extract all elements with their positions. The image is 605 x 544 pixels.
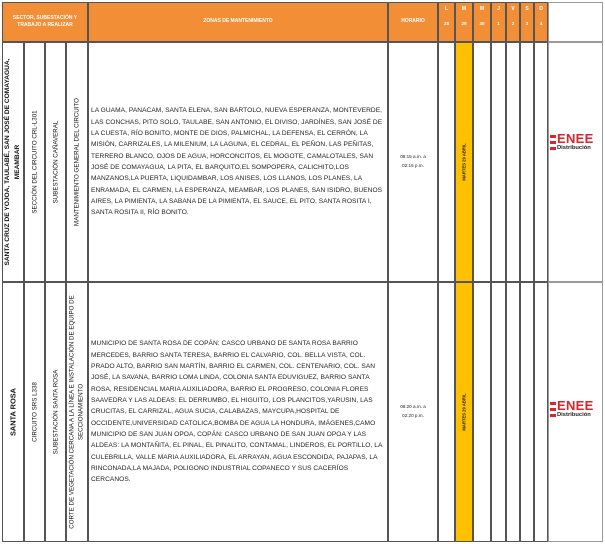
enee-logo-word: ENEE — [557, 398, 594, 413]
row2-trabajo-cell — [66, 282, 88, 542]
day-letter: J — [497, 6, 500, 12]
row2-day-tue-highlight — [455, 282, 473, 542]
day-number: 30 — [479, 21, 485, 27]
row2-day-fri — [506, 282, 520, 542]
enee-logo-sub: Distribución — [557, 412, 591, 418]
row1-sector: SANTA CRUZ DE YOJOA, TAULABÉ, SAN JOSÉ DE COMAYAGUA, MEAMBAR — [4, 58, 21, 266]
header-sector-label: SECTOR, SUBESTACIÓN Y TRABAJO A REALIZAR — [12, 14, 78, 28]
row2-day-thu — [491, 282, 506, 542]
row2-zonas-cell — [88, 282, 388, 542]
row1-day-wed — [473, 42, 491, 282]
day-letter: S — [525, 6, 529, 12]
row2-logo-cell — [548, 282, 603, 542]
row1-subestacion: SUBESTACIÓN CAÑAVERAL — [52, 120, 59, 204]
row1-circuito: SECCIÓN DEL CIRCUITO CRL-L301 — [31, 110, 38, 214]
row1-trabajo-cell — [66, 42, 88, 282]
row1-horario-cell — [388, 42, 438, 282]
row1-zonas-text: LA GUAMA, PANACAM, SANTA ELENA, SAN BARTOLO, NUEVA ESPERANZA, MONTEVERDE, LAS CONCHAS, PITO SOLO, TAULABE, SAN ANTONIO, EL DIVISO, JARDÍNES, SAN JOSÉ DE LA CUESTA, RÍO BONITO, MONTE DE DIOS, PALMICHAL, LA DEFENSA, EL CERRÓN, LA MISIÓN, CARRIZALES, LA MILENIUM, LA LAGUNA, EL CEDRAL, EL PEÑON, LAS PEÑITAS, TERRERO BLANCO, OJOS DE AGUA, HORCONCITOS, EL MOGOTE, CAMALOTALES, SAN JOSÉ DE COMAYAGUA, LA PITA, EL BARQUITO,EL SOMPOPERA, CALICHITO,LOS MANZANOS,LA PUERTA, LIQUIDAMBAR, LOS ANISES, LOS LLANOS, LOS PLANES, LA ENRAMADA, EL CARMEN, LA ESPERANZA, MEAMBAR, LOS PLANES, SAN ISIDRO, BUENOS AIRES, LA PIMIENTA, LA SABANA DE LA PIMIENTA, EL SAUCE, EL PITO, SANTA ROSITA I, SANTA ROSITA II, RÍO BONITO. — [91, 107, 383, 217]
header-horario-label: HORARIO — [401, 18, 425, 25]
row1-dia: MARTES 29 ABRIL — [461, 143, 467, 181]
row2-horario: 08:20 a.m. a 02:20 p.m. — [400, 404, 426, 418]
row1-horario: 08:15 a.m. a 02:15 p.m. — [400, 154, 426, 168]
enee-logo-icon — [550, 135, 556, 150]
row2-trabajo: CORTE DE VEGETACIÓN CERCANA A LA LÍNEA E INSTALACIÓN DE EQUIPO DE SECCIONAMIENTO — [68, 295, 84, 529]
day-number: 2 — [511, 21, 515, 27]
row1-trabajo: MANTENIMIENTO GENERAL DEL CIRCUITO — [73, 98, 81, 226]
row2-zonas-text-2: MUNICIPIO DE SAN JUAN OPOA, COPÁN: CASCO URBANO DE SAN JUAN OPOA Y LAS ALDEAS: LA MONTAÑITA, EL PINAL, EL PINALITO, CONTAMAL, LINDEROS, EL PORTILLO, LA CULEBRILLA, VALLE MARIA AUXILIADORA, EL ARRAYAN, AGUA ESCONDIDA, PAJAPAS, LA RINCONADA,LA MAJADA, POLIGONO INDUSTRIAL COPANECO Y SUS CACERÍOS CERCANOS. — [91, 431, 383, 484]
header-day-mon — [438, 2, 455, 42]
day-number: 29 — [461, 21, 467, 27]
day-letter: L — [444, 6, 449, 12]
day-letter: M — [479, 6, 485, 12]
enee-logo — [550, 398, 594, 418]
day-letter: V — [511, 6, 515, 12]
row1-day-tue-highlight — [455, 42, 473, 282]
row1-day-sun — [534, 42, 548, 282]
day-letter: M — [461, 6, 467, 12]
row2-dia: MARTES 29 ABRIL — [461, 393, 467, 431]
header-zonas-label: ZONAS DE MANTENIMIENTO — [203, 18, 273, 25]
enee-logo — [550, 131, 594, 151]
header-sector — [2, 2, 88, 42]
header-horario — [388, 2, 438, 42]
row1-subestacion-cell — [45, 42, 66, 282]
row1-sector-cell — [2, 42, 24, 282]
header-day-sat — [520, 2, 534, 42]
row2-day-sat — [520, 282, 534, 542]
day-number: 3 — [525, 21, 529, 27]
row2-circuito: CIRCUITO SRS L338 — [31, 382, 38, 442]
day-letter: D — [539, 6, 543, 12]
day-number: 28 — [443, 21, 450, 27]
header-zonas — [88, 2, 388, 42]
row1-day-thu — [491, 42, 506, 282]
header-day-tue — [455, 2, 473, 42]
row1-day-fri — [506, 42, 520, 282]
header-day-wed — [473, 2, 491, 42]
row2-day-mon — [438, 282, 455, 542]
day-number: 4 — [539, 21, 543, 27]
row2-horario-cell — [388, 282, 438, 542]
enee-logo-icon — [550, 402, 556, 417]
row2-day-sun — [534, 282, 548, 542]
header-day-fri — [506, 2, 520, 42]
row2-sector-cell — [2, 282, 24, 542]
row1-logo-cell — [548, 42, 603, 282]
row2-zonas-text-1: MUNICIPIO DE SANTA ROSA DE COPÁN: CASCO URBANO DE SANTA ROSA BARRIO MERCEDES, BARRIO SANTA TERESA, BARRIO EL CALVARIO, COL. BELLA VISTA, COL. PRADO ALTO, BARRIO SAN MARTÍN, BARRIO EL CARMEN, COL. CENTENARIO, COL. SAN JOSÉ, LA SAVANA, BARRIO LOMA LINDA, COLONIA SANTA EDUVIGUEZ, BARRIO SANTA ROSA, RESIDENCIAL MARIA AUXILIADORA, BARRIO EL PROGRESO, COLONIA FLORES SAAVEDRA Y LAS ALDEAS: EL DERRUMBO, EL HIGUITO, LOS PLANCITOS,YARUSIN, LAS CRUCITAS, EL CARRIZAL, AGUA SUCIA, CALABAZAS, MAYCUPA,HOSPITAL DE OCCIDENTE,UNIVERSIDAD CATOLICA,BOMBA DE AGUA LA HONDURA, IMÁGENES,CAMO — [91, 340, 376, 427]
enee-logo-sub: Distribución — [557, 145, 591, 151]
row2-subestacion: SUBESTACIÓN SANTA ROSA — [52, 369, 59, 455]
header-logo-col — [548, 2, 603, 42]
header-day-thu — [491, 2, 506, 42]
row2-subestacion-cell — [45, 282, 66, 542]
row1-day-sat — [520, 42, 534, 282]
enee-logo-word: ENEE — [557, 131, 594, 146]
header-day-sun — [534, 2, 548, 42]
day-number: 1 — [497, 21, 500, 27]
row2-circuito-cell — [24, 282, 45, 542]
row1-circuito-cell — [24, 42, 45, 282]
row2-sector: SANTA ROSA — [8, 387, 18, 437]
row1-zonas-cell — [88, 42, 388, 282]
row1-day-mon — [438, 42, 455, 282]
row2-day-wed — [473, 282, 491, 542]
